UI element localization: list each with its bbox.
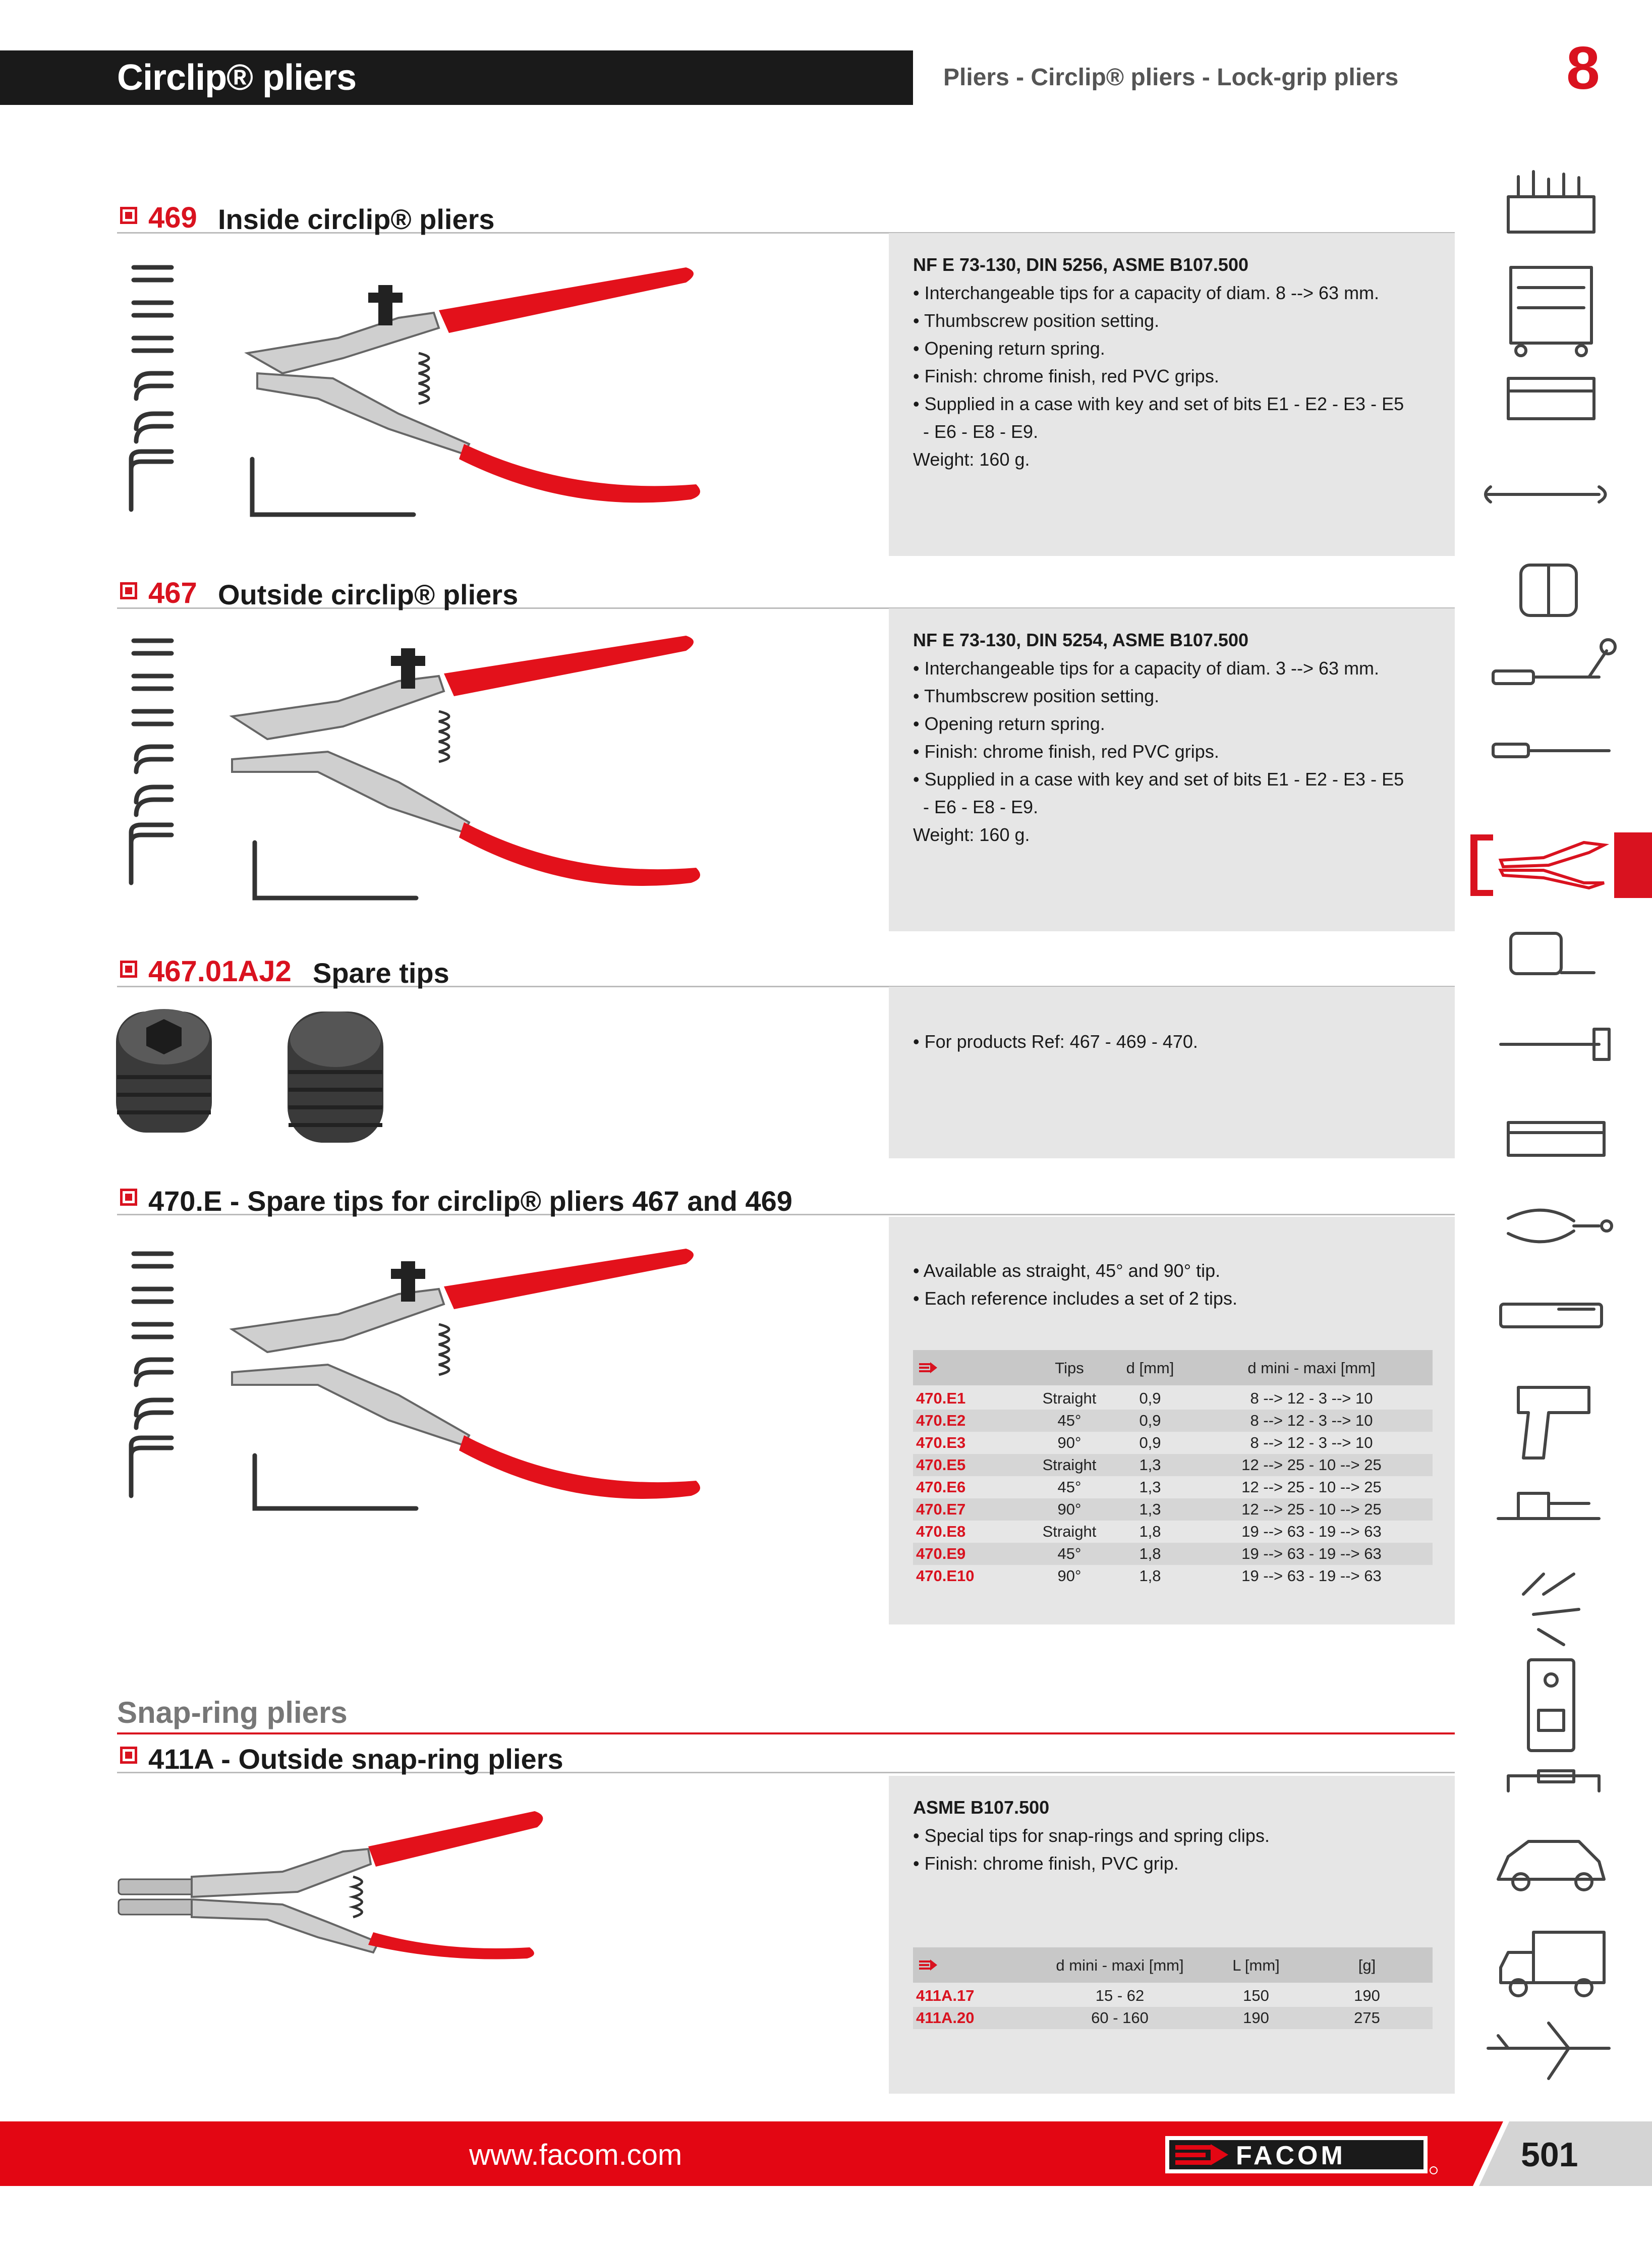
table-cell: 19 --> 63 - 19 --> 63 — [1241, 1567, 1382, 1585]
table-cell: 1,8 — [1139, 1567, 1161, 1585]
impact-wrench-icon — [1518, 1387, 1589, 1458]
ref-cell: 470.E10 — [916, 1567, 975, 1585]
table-row — [913, 1498, 1433, 1521]
table-row — [913, 1387, 1433, 1410]
toolbox-icon — [1508, 172, 1594, 232]
table-row — [913, 1543, 1433, 1565]
product-ref: 467 — [148, 577, 197, 609]
product-title: 411A - Outside snap-ring pliers — [148, 1743, 563, 1775]
product-name: Spare tips — [313, 957, 449, 989]
facom-arrow-icon — [918, 1958, 938, 1972]
spec-box-46701 — [889, 987, 1455, 1158]
sidebar-icons — [1463, 166, 1652, 2099]
table-row — [913, 1565, 1433, 1587]
col-header-d: d [mm] — [1126, 1359, 1174, 1377]
weight-text: Weight: 160 g. — [913, 449, 1030, 470]
table-cell: Straight — [1042, 1456, 1097, 1474]
table-row — [913, 1454, 1433, 1476]
ratchet-icon — [1493, 640, 1615, 684]
table-cell: 150 — [1243, 1987, 1269, 2004]
table-cell: 1,3 — [1139, 1500, 1161, 1518]
table-cell: 45° — [1057, 1478, 1081, 1496]
table-row — [913, 1521, 1433, 1543]
table-cell: 12 --> 25 - 10 --> 25 — [1241, 1478, 1382, 1496]
col-header-weight: [g] — [1358, 1956, 1376, 1974]
truck-icon — [1501, 1932, 1604, 1996]
product-title: 470.E - Spare tips for circlip® pliers 467 and 469 — [148, 1185, 792, 1217]
svg-text:FACOM: FACOM — [1236, 2141, 1346, 2170]
section-46701-header — [117, 954, 1455, 987]
table-cell: 19 --> 63 - 19 --> 63 — [1241, 1545, 1382, 1562]
ref-cell: 470.E3 — [916, 1434, 966, 1451]
table-row — [913, 1985, 1433, 2007]
screwdriver-icon — [1493, 744, 1609, 757]
divider — [117, 1732, 1455, 1734]
table-cell: 190 — [1354, 1987, 1380, 2004]
roller-cabinet-icon — [1511, 267, 1591, 356]
table-cell: 8 --> 12 - 3 --> 10 — [1250, 1434, 1373, 1451]
spec-line: • Interchangeable tips for a capacity of diam. 8 --> 63 mm. — [913, 283, 1380, 303]
spec-line: • Interchangeable tips for a capacity of diam. 3 --> 63 mm. — [913, 658, 1380, 679]
product-ref: 467.01AJ2 — [148, 955, 292, 988]
spec-line: • Opening return spring. — [913, 338, 1105, 359]
spec-line: • Special tips for snap-rings and spring clips. — [913, 1825, 1270, 1846]
hammer-icon — [1501, 1029, 1609, 1059]
spec-line: • Opening return spring. — [913, 713, 1105, 734]
table-cell: 12 --> 25 - 10 --> 25 — [1241, 1500, 1382, 1518]
section-469-header — [117, 200, 1455, 234]
facom-logo — [1165, 2135, 1438, 2175]
footer-slant — [1473, 2121, 1518, 2186]
ref-cell: 411A.17 — [916, 1987, 975, 2004]
spec-line: • Finish: chrome finish, red PVC grips. — [913, 366, 1219, 386]
weight-text: Weight: 160 g. — [913, 824, 1030, 845]
table-cell: 19 --> 63 - 19 --> 63 — [1241, 1523, 1382, 1540]
table-cell: 15 - 62 — [1095, 1987, 1145, 2004]
handle-icon — [1508, 1771, 1599, 1791]
puller-icon — [1508, 1210, 1612, 1242]
product-name: Inside circlip® pliers — [218, 203, 495, 235]
ref-cell: 470.E5 — [916, 1456, 966, 1474]
ref-cell: 470.E8 — [916, 1523, 966, 1540]
table-cell: 90° — [1057, 1500, 1081, 1518]
col-header-dminmax: d mini - maxi [mm] — [1247, 1359, 1376, 1377]
table-header — [913, 1350, 1433, 1385]
table-cell: 45° — [1057, 1545, 1081, 1562]
pliers-469-image — [116, 252, 736, 535]
spec-line: • For products Ref: 467 - 469 - 470. — [913, 1031, 1198, 1052]
category-sidebar — [1463, 166, 1652, 2099]
table-cell: Straight — [1042, 1523, 1097, 1540]
website-link[interactable]: www.facom.com — [469, 2139, 682, 2171]
table-header — [913, 1947, 1433, 1983]
tape-measure-icon — [1511, 933, 1594, 974]
ref-cell: 470.E2 — [916, 1412, 966, 1429]
table-row — [913, 1410, 1433, 1432]
car-icon — [1498, 1841, 1604, 1890]
bullet-square-icon — [120, 582, 137, 599]
electrical-module-icon — [1528, 1660, 1574, 1751]
pliers-411a-image — [116, 1796, 570, 1968]
spec-line: • Supplied in a case with key and set of bits E1 - E2 - E3 - E5 — [913, 769, 1404, 790]
spec-box-469 — [889, 233, 1455, 556]
table-cell: 0,9 — [1139, 1412, 1161, 1429]
pliers-470e-image — [116, 1239, 736, 1521]
bullet-square-icon — [120, 1747, 137, 1764]
table-row — [913, 1432, 1433, 1454]
spec-line: • Supplied in a case with key and set of bits E1 - E2 - E3 - E5 — [913, 394, 1404, 414]
table-cell: 1,3 — [1139, 1456, 1161, 1474]
spec-box-467 — [889, 608, 1455, 931]
table-cell: 8 --> 12 - 3 --> 10 — [1250, 1412, 1373, 1429]
spec-line: • Thumbscrew position setting. — [913, 310, 1160, 331]
table-cell: 1,3 — [1139, 1478, 1161, 1496]
table-cell: 0,9 — [1139, 1389, 1161, 1407]
ref-cell: 470.E6 — [916, 1478, 966, 1496]
bullet-square-icon — [120, 961, 137, 978]
airplane-icon — [1488, 2023, 1609, 2079]
standard-text: ASME B107.500 — [913, 1797, 1050, 1818]
table-cell: 275 — [1354, 2009, 1380, 2027]
spec-box-411a — [889, 1776, 1455, 2094]
page-number: 501 — [1521, 2136, 1578, 2174]
spec-line: - E6 - E8 - E9. — [913, 797, 1039, 817]
ref-cell: 411A.20 — [916, 2009, 975, 2027]
chapter-number: 8 — [1566, 34, 1600, 102]
standard-text: NF E 73-130, DIN 5256, ASME B107.500 — [913, 254, 1248, 275]
table-cell: 45° — [1057, 1412, 1081, 1429]
vice-icon — [1498, 1493, 1599, 1519]
spark-icon — [1523, 1574, 1579, 1645]
spare-tips-image — [111, 1001, 414, 1153]
spec-line: • Finish: chrome finish, PVC grip. — [913, 1853, 1179, 1874]
standard-text: NF E 73-130, DIN 5254, ASME B107.500 — [913, 630, 1248, 650]
table-cell: 12 --> 25 - 10 --> 25 — [1241, 1456, 1382, 1474]
tool-drawer-icon — [1508, 378, 1594, 419]
table-cell: 8 --> 12 - 3 --> 10 — [1250, 1389, 1373, 1407]
table-cell: 190 — [1243, 2009, 1269, 2027]
table-cell: 60 - 160 — [1091, 2009, 1149, 2027]
section-470e-header — [117, 1182, 1455, 1215]
table-cell: 0,9 — [1139, 1434, 1161, 1451]
spec-line: • Each reference includes a set of 2 tips. — [913, 1288, 1237, 1309]
spec-line: • Available as straight, 45° and 90° tip. — [913, 1260, 1221, 1281]
col-header-length: L [mm] — [1232, 1956, 1280, 1974]
spec-line: - E6 - E8 - E9. — [913, 421, 1039, 442]
product-name: Outside circlip® pliers — [218, 579, 519, 610]
table-cell: 90° — [1057, 1567, 1081, 1585]
pliers-icon — [1470, 832, 1652, 898]
section-411a-header — [117, 1740, 1455, 1773]
ref-cell: 470.E1 — [916, 1389, 966, 1407]
bullet-square-icon — [120, 207, 137, 224]
hacksaw-icon — [1508, 1123, 1604, 1155]
tester-icon — [1501, 1304, 1602, 1327]
product-ref: 469 — [148, 201, 197, 234]
table-cell: 1,8 — [1139, 1545, 1161, 1562]
col-header-dminmax: d mini - maxi [mm] — [1056, 1956, 1184, 1974]
col-header-tips: Tips — [1055, 1359, 1084, 1377]
facom-arrow-icon — [918, 1361, 938, 1374]
socket-icon — [1521, 565, 1576, 615]
pliers-467-image — [116, 626, 736, 908]
table-cell: 90° — [1057, 1434, 1081, 1451]
table-cell: Straight — [1042, 1389, 1097, 1407]
table-cell: 1,8 — [1139, 1523, 1161, 1540]
table-row — [913, 2007, 1433, 2029]
facom-logo-mark — [1165, 2135, 1438, 2175]
breadcrumb[interactable]: Pliers - Circlip® pliers - Lock-grip pliers — [943, 64, 1399, 91]
section-467-header — [117, 575, 1455, 609]
table-row — [913, 1476, 1433, 1498]
snap-ring-heading: Snap-ring pliers — [117, 1696, 348, 1729]
spec-line: • Thumbscrew position setting. — [913, 686, 1160, 706]
ref-cell: 470.E7 — [916, 1500, 966, 1518]
page-title: Circlip® pliers — [117, 58, 357, 98]
wrench-icon — [1486, 487, 1606, 502]
ref-cell: 470.E9 — [916, 1545, 966, 1562]
spec-line: • Finish: chrome finish, red PVC grips. — [913, 741, 1219, 762]
bullet-square-icon — [120, 1189, 137, 1206]
